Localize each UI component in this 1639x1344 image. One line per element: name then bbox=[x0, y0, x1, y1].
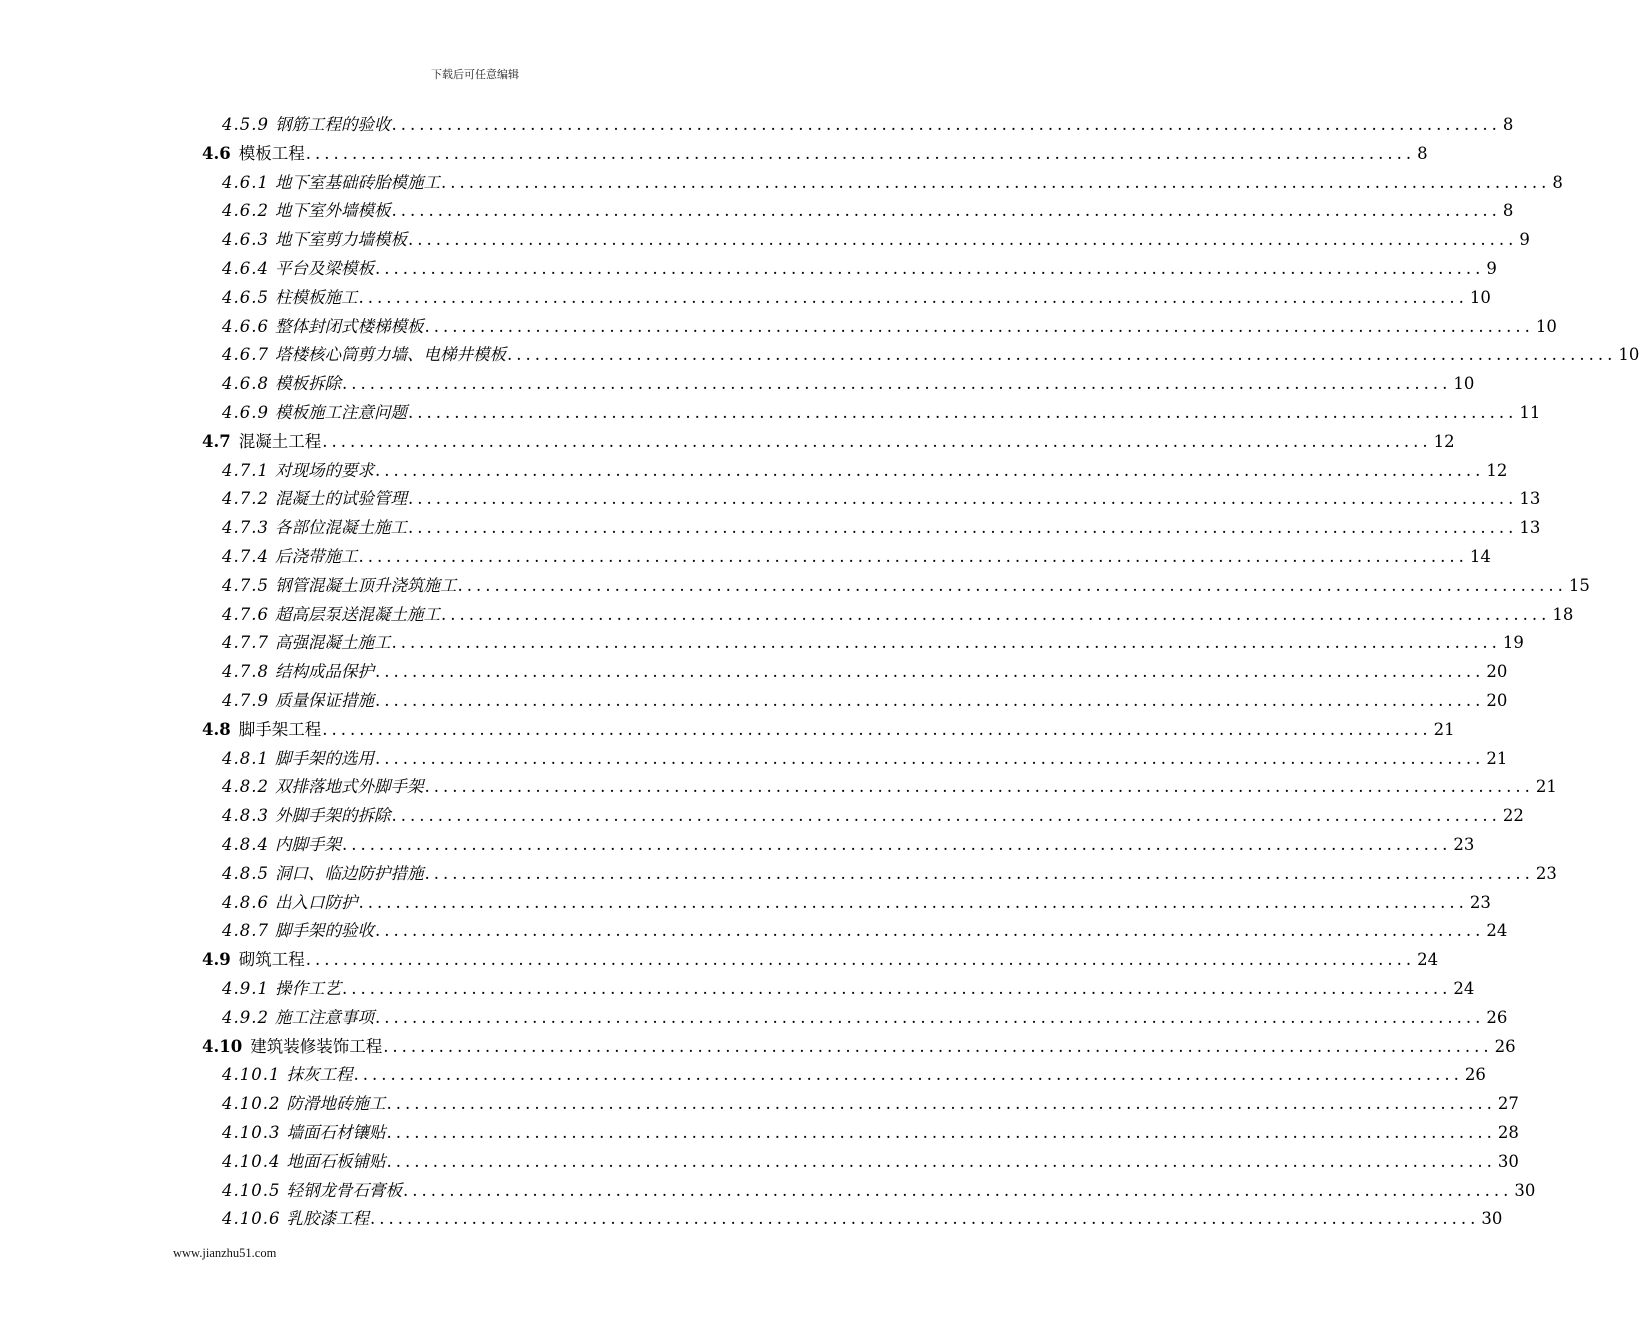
toc-entry-page: 28 bbox=[1497, 1123, 1519, 1142]
toc-entry-title: 平台及梁模板 bbox=[274, 259, 374, 278]
toc-entry-number: 4.8.5 bbox=[222, 863, 269, 883]
toc-entry-number: 4.8.2 bbox=[222, 777, 269, 797]
toc-entry[interactable] bbox=[222, 630, 1524, 656]
toc-entry-title: 脚手架工程 bbox=[238, 719, 322, 739]
toc-entry-page: 24 bbox=[1486, 921, 1508, 941]
toc-entry-number: 4.9.2 bbox=[222, 1007, 269, 1027]
toc-dot-leader: ........................................................................................................................ bbox=[358, 287, 1468, 307]
toc-entry[interactable] bbox=[222, 170, 1563, 196]
toc-entry[interactable] bbox=[222, 1091, 1519, 1117]
toc-entry-number: 4.9 bbox=[202, 950, 231, 970]
toc-entry-number: 4.6.2 bbox=[222, 201, 269, 221]
toc-entry-number: 4.8.7 bbox=[222, 921, 269, 941]
toc-entry-number: 4.6 bbox=[202, 143, 231, 163]
toc-dot-leader: ........................................................................................................................ bbox=[424, 863, 1534, 883]
toc-dot-leader: ........................................................................................................................ bbox=[374, 1007, 1485, 1027]
toc-entry-page: 27 bbox=[1497, 1094, 1519, 1114]
toc-entry[interactable] bbox=[222, 918, 1508, 944]
toc-entry[interactable] bbox=[222, 659, 1508, 685]
toc-entry[interactable] bbox=[222, 746, 1508, 772]
toc-dot-leader: ........................................................................................................................ bbox=[386, 1094, 1496, 1114]
toc-entry[interactable] bbox=[222, 832, 1475, 858]
toc-entry[interactable] bbox=[202, 717, 1455, 743]
toc-entry-number: 4.7.3 bbox=[222, 518, 269, 538]
toc-entry-number: 4.7.8 bbox=[222, 662, 269, 682]
toc-entry-number: 4.10.3 bbox=[222, 1123, 281, 1142]
toc-entry[interactable] bbox=[222, 256, 1497, 282]
toc-entry[interactable] bbox=[222, 314, 1557, 340]
toc-entry-number: 4.6.7 bbox=[222, 345, 269, 365]
toc-entry-title: 抹灰工程 bbox=[286, 1065, 353, 1085]
toc-entry-title: 各部位混凝土施工 bbox=[274, 518, 407, 538]
toc-dot-leader: ........................................................................................................................ bbox=[391, 633, 1501, 653]
toc-entry-title: 双排落地式外脚手架 bbox=[274, 777, 424, 797]
toc-entry-title: 洞口、临边防护措施 bbox=[274, 863, 424, 883]
toc-entry-page: 9 bbox=[1519, 230, 1530, 250]
toc-entry-page: 13 bbox=[1519, 489, 1541, 509]
toc-entry-page: 26 bbox=[1494, 1036, 1516, 1056]
toc-entry-page: 10 bbox=[1453, 374, 1475, 394]
toc-entry-page: 30 bbox=[1481, 1209, 1503, 1229]
toc-entry-number: 4.6.6 bbox=[222, 316, 269, 336]
toc-entry-number: 4.6.4 bbox=[222, 259, 269, 278]
toc-entry-title: 外脚手架的拆除 bbox=[274, 806, 391, 826]
toc-entry-page: 19 bbox=[1502, 633, 1524, 653]
toc-dot-leader: ........................................................................................................................ bbox=[440, 172, 1551, 192]
toc-entry-number: 4.7.6 bbox=[222, 604, 269, 624]
toc-entry-page: 10 bbox=[1469, 287, 1491, 307]
toc-entry[interactable] bbox=[222, 803, 1524, 829]
toc-entry-number: 4.7.5 bbox=[222, 575, 269, 595]
toc-entry-page: 18 bbox=[1552, 604, 1574, 624]
toc-entry-title: 模板施工注意问题 bbox=[274, 403, 407, 422]
toc-dot-leader: ........................................................................................................................ bbox=[358, 547, 1468, 566]
toc-entry-page: 8 bbox=[1502, 201, 1514, 221]
toc-entry[interactable] bbox=[222, 544, 1491, 570]
toc-entry[interactable] bbox=[202, 947, 1439, 973]
toc-dot-leader: ........................................................................................................................ bbox=[386, 1151, 1496, 1171]
toc-entry-number: 4.7.9 bbox=[222, 691, 269, 710]
toc-dot-leader: ........................................................................................................................ bbox=[374, 662, 1485, 682]
toc-dot-leader: ........................................................................................................................ bbox=[391, 806, 1501, 826]
toc-entry-page: 8 bbox=[1502, 115, 1514, 134]
toc-entry-title: 建筑装修装饰工程 bbox=[250, 1036, 383, 1056]
toc-entry-page: 12 bbox=[1433, 431, 1455, 451]
toc-entry-number: 4.7.1 bbox=[222, 460, 269, 480]
toc-dot-leader: ........................................................................................................................ bbox=[407, 518, 1518, 538]
toc-entry-page: 13 bbox=[1519, 518, 1541, 538]
toc-entry-number: 4.9.1 bbox=[222, 979, 269, 998]
toc-dot-leader: ........................................................................................................................ bbox=[383, 1036, 1493, 1056]
toc-dot-leader: ........................................................................................................................ bbox=[353, 1065, 1463, 1085]
toc-entry-title: 模板拆除 bbox=[274, 374, 341, 394]
toc-entry[interactable] bbox=[222, 861, 1557, 887]
toc-dot-leader: ........................................................................................................................ bbox=[424, 777, 1534, 797]
toc-dot-leader: ........................................................................................................................ bbox=[402, 1180, 1513, 1200]
toc-entry-page: 26 bbox=[1486, 1007, 1508, 1027]
toc-dot-leader: ........................................................................................................................ bbox=[407, 489, 1518, 509]
toc-entry[interactable] bbox=[222, 1005, 1508, 1031]
toc-entry[interactable] bbox=[222, 458, 1508, 484]
toc-entry-number: 4.10.1 bbox=[222, 1065, 281, 1085]
toc-entry-page: 20 bbox=[1486, 691, 1508, 710]
toc-entry-number: 4.6.3 bbox=[222, 230, 269, 250]
toc-entry-title: 脚手架的验收 bbox=[274, 921, 374, 941]
toc-entry-title: 脚手架的选用 bbox=[274, 748, 374, 768]
toc-entry-page: 14 bbox=[1469, 547, 1491, 566]
toc-entry-page: 21 bbox=[1433, 719, 1455, 739]
page-footer-url: www.jianzhu51.com bbox=[173, 1246, 277, 1260]
toc-entry-number: 4.10.4 bbox=[222, 1151, 281, 1171]
toc-entry-title: 质量保证措施 bbox=[274, 691, 374, 710]
toc-dot-leader: ........................................................................................................................ bbox=[369, 1209, 1480, 1229]
toc-entry[interactable] bbox=[222, 285, 1491, 311]
toc-dot-leader: ........................................................................................................................ bbox=[391, 201, 1501, 221]
toc-entry-title: 砌筑工程 bbox=[238, 950, 305, 970]
toc-dot-leader: ........................................................................................................................ bbox=[407, 230, 1518, 250]
toc-entry[interactable] bbox=[222, 573, 1590, 599]
toc-entry-number: 4.8.1 bbox=[222, 748, 269, 768]
toc-entry-page: 21 bbox=[1486, 748, 1508, 768]
toc-dot-leader: ........................................................................................................................ bbox=[506, 345, 1617, 365]
toc-entry[interactable] bbox=[222, 890, 1491, 916]
toc-entry-title: 出入口防护 bbox=[274, 892, 358, 912]
toc-entry-title: 混凝土工程 bbox=[238, 431, 322, 451]
toc-entry[interactable] bbox=[222, 515, 1541, 541]
toc-entry-page: 12 bbox=[1486, 460, 1508, 480]
toc-entry-number: 4.7.7 bbox=[222, 633, 269, 653]
toc-entry-page: 30 bbox=[1514, 1180, 1536, 1200]
toc-entry[interactable] bbox=[222, 198, 1514, 224]
toc-entry-number: 4.8.6 bbox=[222, 892, 269, 912]
toc-entry[interactable] bbox=[222, 688, 1508, 714]
toc-entry-page: 15 bbox=[1568, 575, 1590, 595]
toc-dot-leader: ........................................................................................................................ bbox=[424, 316, 1534, 336]
toc-entry-page: 24 bbox=[1453, 979, 1475, 998]
toc-entry-number: 4.7 bbox=[202, 431, 231, 451]
toc-dot-leader: ........................................................................................................................ bbox=[341, 835, 1452, 854]
toc-entry-page: 24 bbox=[1417, 950, 1439, 970]
toc-dot-leader: ........................................................................................................................ bbox=[322, 431, 1432, 451]
toc-entry-page: 23 bbox=[1453, 835, 1475, 854]
toc-entry-title: 地面石板铺贴 bbox=[286, 1151, 386, 1171]
toc-entry[interactable] bbox=[222, 976, 1475, 1002]
toc-entry-title: 地下室外墙模板 bbox=[274, 201, 391, 221]
toc-entry-number: 4.7.2 bbox=[222, 489, 269, 509]
toc-entry-title: 内脚手架 bbox=[274, 835, 341, 854]
toc-entry-title: 塔楼核心筒剪力墙、电梯井模板 bbox=[274, 345, 506, 365]
toc-entry[interactable] bbox=[222, 371, 1475, 397]
toc-entry-number: 4.6.1 bbox=[222, 172, 269, 192]
toc-dot-leader: ........................................................................................................................ bbox=[391, 115, 1501, 134]
toc-entry-number: 4.7.4 bbox=[222, 547, 269, 566]
toc-entry[interactable] bbox=[222, 400, 1541, 426]
toc-dot-leader: ........................................................................................................................ bbox=[374, 748, 1485, 768]
toc-entry-number: 4.10 bbox=[202, 1036, 243, 1056]
toc-entry[interactable] bbox=[222, 774, 1557, 800]
toc-entry-title: 混凝土的试验管理 bbox=[274, 489, 407, 509]
toc-entry-number: 4.6.9 bbox=[222, 403, 269, 422]
toc-entry[interactable] bbox=[222, 1149, 1519, 1175]
toc-entry-title: 施工注意事项 bbox=[274, 1007, 374, 1027]
toc-entry-page: 10 bbox=[1618, 345, 1639, 365]
toc-entry-title: 模板工程 bbox=[238, 143, 305, 163]
toc-dot-leader: ........................................................................................................................ bbox=[386, 1123, 1496, 1142]
toc-entry-title: 地下室基础砖胎模施工 bbox=[274, 172, 440, 192]
toc-dot-leader: ........................................................................................................................ bbox=[341, 374, 1452, 394]
toc-entry[interactable] bbox=[222, 1120, 1519, 1146]
toc-entry-title: 对现场的要求 bbox=[274, 460, 374, 480]
toc-entry[interactable] bbox=[222, 1062, 1486, 1088]
toc-entry-page: 8 bbox=[1552, 172, 1563, 192]
toc-entry-page: 30 bbox=[1497, 1151, 1519, 1171]
toc-dot-leader: ........................................................................................................................ bbox=[305, 143, 1416, 163]
toc-entry-title: 地下室剪力墙模板 bbox=[274, 230, 407, 250]
toc-entry-page: 11 bbox=[1519, 403, 1541, 422]
toc-entry[interactable] bbox=[222, 602, 1574, 628]
toc-entry-title: 高强混凝土施工 bbox=[274, 633, 391, 653]
toc-entry-title: 后浇带施工 bbox=[274, 547, 358, 566]
toc-dot-leader: ........................................................................................................................ bbox=[305, 950, 1416, 970]
toc-entry-page: 9 bbox=[1486, 259, 1497, 278]
toc-entry-number: 4.6.8 bbox=[222, 374, 269, 394]
toc-entry-page: 10 bbox=[1535, 316, 1557, 336]
toc-entry[interactable] bbox=[222, 342, 1639, 368]
toc-entry-title: 结构成品保护 bbox=[274, 662, 374, 682]
toc-entry-number: 4.8.4 bbox=[222, 835, 269, 854]
toc-entry-page: 8 bbox=[1417, 143, 1428, 163]
toc-entry[interactable] bbox=[222, 227, 1530, 253]
toc-entry[interactable] bbox=[222, 1178, 1536, 1204]
toc-entry-title: 防滑地砖施工 bbox=[286, 1094, 386, 1114]
toc-entry-title: 乳胶漆工程 bbox=[286, 1209, 369, 1229]
toc-entry-number: 4.5.9 bbox=[222, 115, 269, 134]
toc-entry[interactable] bbox=[202, 141, 1428, 167]
toc-entry[interactable] bbox=[222, 1206, 1503, 1232]
toc-entry-number: 4.10.2 bbox=[222, 1094, 281, 1114]
toc-dot-leader: ........................................................................................................................ bbox=[457, 575, 1567, 595]
toc-entry-page: 20 bbox=[1486, 662, 1508, 682]
toc-entry[interactable] bbox=[222, 486, 1541, 512]
toc-entry[interactable] bbox=[202, 429, 1455, 455]
toc-entry-page: 23 bbox=[1535, 863, 1557, 883]
page-header: 下载后可任意编辑 bbox=[431, 68, 519, 81]
toc-entry-page: 22 bbox=[1502, 806, 1524, 826]
toc-entry-page: 23 bbox=[1469, 892, 1491, 912]
toc-entry-title: 整体封闭式楼梯模板 bbox=[274, 316, 424, 336]
toc-dot-leader: ........................................................................................................................ bbox=[322, 719, 1432, 739]
toc-entry-number: 4.10.6 bbox=[222, 1209, 281, 1229]
toc-dot-leader: ........................................................................................................................ bbox=[407, 403, 1518, 422]
toc-entry-page: 26 bbox=[1464, 1065, 1486, 1085]
toc-dot-leader: ........................................................................................................................ bbox=[374, 259, 1485, 278]
toc-entry-title: 超高层泵送混凝土施工 bbox=[274, 604, 440, 624]
toc-entry-title: 柱模板施工 bbox=[274, 287, 358, 307]
toc-dot-leader: ........................................................................................................................ bbox=[341, 979, 1452, 998]
toc-entry-number: 4.6.5 bbox=[222, 287, 269, 307]
toc-dot-leader: ........................................................................................................................ bbox=[374, 460, 1485, 480]
toc-dot-leader: ........................................................................................................................ bbox=[374, 921, 1485, 941]
toc-entry-title: 墙面石材镶贴 bbox=[286, 1123, 386, 1142]
toc-entry[interactable] bbox=[222, 112, 1514, 138]
toc-entry-title: 轻钢龙骨石膏板 bbox=[286, 1180, 402, 1200]
toc-dot-leader: ........................................................................................................................ bbox=[440, 604, 1551, 624]
toc-entry-number: 4.8 bbox=[202, 719, 231, 739]
toc-entry-title: 钢筋工程的验收 bbox=[274, 115, 391, 134]
toc-dot-leader: ........................................................................................................................ bbox=[358, 892, 1468, 912]
toc-entry[interactable] bbox=[202, 1034, 1516, 1060]
toc-entry-page: 21 bbox=[1535, 777, 1557, 797]
toc-entry-title: 操作工艺 bbox=[274, 979, 341, 998]
toc-dot-leader: ........................................................................................................................ bbox=[374, 691, 1485, 710]
toc-entry-number: 4.10.5 bbox=[222, 1180, 281, 1200]
toc-entry-title: 钢管混凝土顶升浇筑施工 bbox=[274, 575, 457, 595]
toc-entry-number: 4.8.3 bbox=[222, 806, 269, 826]
